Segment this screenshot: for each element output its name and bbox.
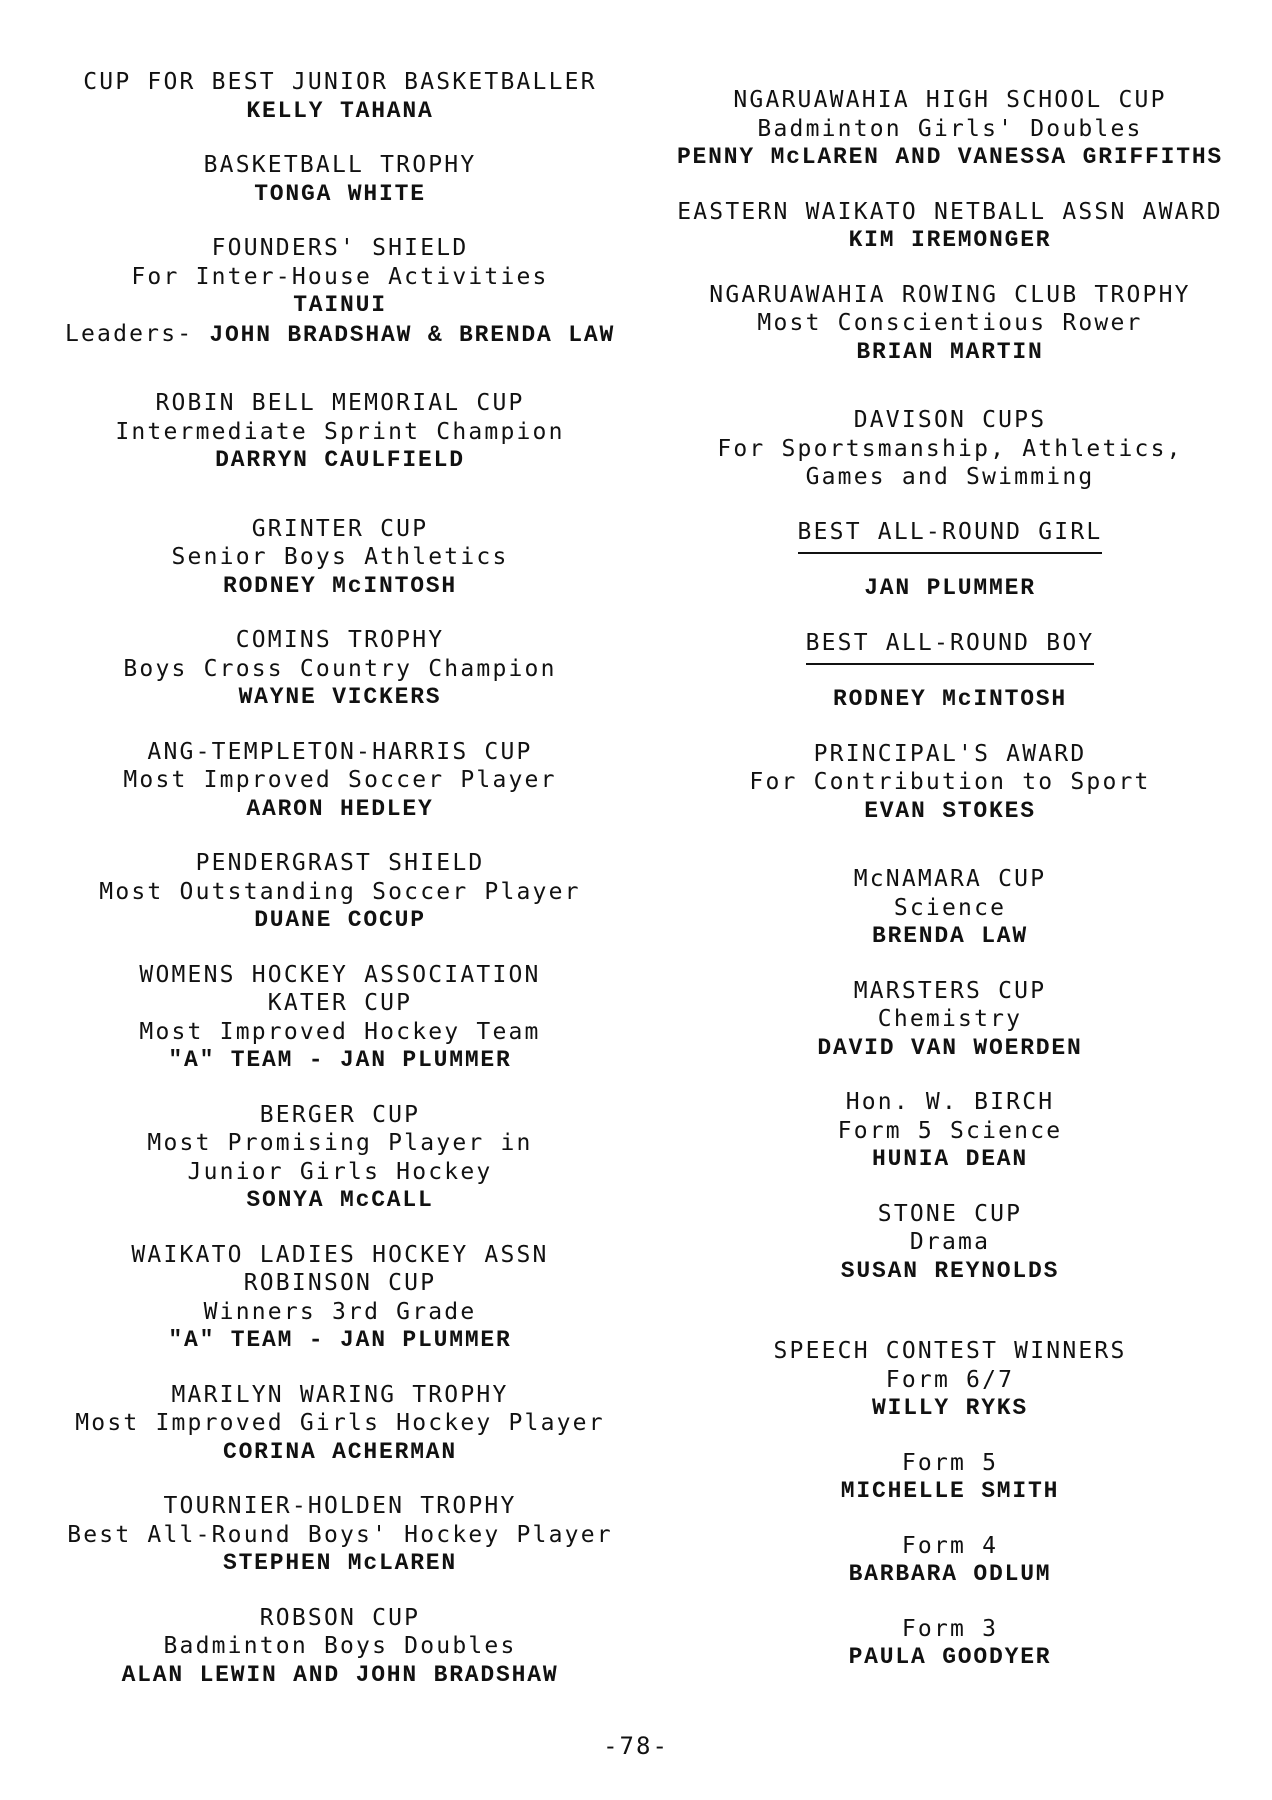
award-subtitle: Form 6/7 (885, 1366, 1015, 1393)
award-title: Hon. W. BIRCH (845, 1089, 1055, 1115)
award-subtitle: Badminton Boys Doubles (163, 1633, 517, 1659)
award-title: PENDERGRAST SHIELD (195, 850, 485, 876)
award-winner: DUANE COCUP (254, 907, 426, 933)
award-winner: SONYA McCALL (246, 1187, 434, 1213)
award-winner: WAYNE VICKERS (238, 684, 442, 710)
award-title: ROBSON CUP (259, 1604, 421, 1631)
award-subtitle: Most Improved Hockey Team (139, 1018, 541, 1045)
award-title: MARILYN WARING TROPHY (171, 1381, 509, 1408)
award-subtitle: Most Conscientious Rower (757, 310, 1143, 336)
award-block (650, 198, 1250, 255)
award-block (40, 234, 640, 349)
award-block (40, 68, 640, 125)
award-subtitle: Form 5 Science (837, 1117, 1063, 1144)
award-title: STONE CUP (877, 1200, 1023, 1227)
award-subtitle: Chemistry (877, 1006, 1023, 1032)
award-block (40, 738, 640, 824)
award-subtitle: KATER CUP (267, 990, 413, 1016)
award-winner: BRIAN MARTIN (856, 338, 1044, 365)
award-subtitle: Boys Cross Country Champion (123, 655, 557, 682)
award-title: NGARUAWAHIA HIGH SCHOOL CUP (733, 87, 1167, 113)
award-leaders (40, 320, 640, 350)
award-block (650, 1615, 1250, 1672)
award-subtitle: For Sportsmanship, Athletics, (717, 435, 1183, 462)
award-winner: PAULA GOODYER (848, 1644, 1052, 1670)
leaders-label: Leaders- (64, 320, 194, 347)
award-winner: WILLY RYKS (871, 1395, 1029, 1421)
award-winner: "A" TEAM - JAN PLUMMER (168, 1047, 512, 1073)
award-subtitle: Intermediate Sprint Champion (115, 418, 565, 445)
award-heading-line (650, 629, 1250, 666)
award-winner: BARBARA ODLUM (848, 1561, 1052, 1587)
best-all-round-girl-heading: BEST ALL-ROUND GIRL (798, 518, 1103, 555)
award-subtitle: Winners 3rd Grade (203, 1298, 477, 1325)
award-winner: "A" TEAM - JAN PLUMMER (168, 1327, 512, 1353)
award-title: GRINTER CUP (251, 515, 429, 542)
award-heading-line (650, 518, 1250, 555)
award-subtitle: Science (893, 894, 1007, 921)
award-title: MARSTERS CUP (853, 977, 1047, 1004)
award-title: NGARUAWAHIA ROWING CLUB TROPHY (709, 281, 1191, 308)
award-title: ROBIN BELL MEMORIAL CUP (155, 390, 525, 416)
award-block (650, 281, 1250, 367)
award-block (40, 961, 640, 1075)
award-winner: MICHELLE SMITH (840, 1478, 1060, 1504)
award-title: CUP FOR BEST JUNIOR BASKETBALLER (83, 69, 597, 95)
award-block (40, 849, 640, 935)
award-block (650, 1449, 1250, 1506)
award-block (40, 1101, 640, 1215)
award-block (40, 151, 640, 208)
award-winner: TAINUI (293, 292, 387, 318)
award-title: McNAMARA CUP (853, 866, 1047, 892)
award-block (650, 977, 1250, 1063)
award-title: DAVISON CUPS (853, 407, 1047, 433)
award-title: WOMENS HOCKEY ASSOCIATION (139, 961, 541, 988)
award-winner: RODNEY McINTOSH (222, 572, 458, 599)
award-title: ANG-TEMPLETON-HARRIS CUP (147, 738, 533, 765)
award-title: FOUNDERS' SHIELD (211, 235, 469, 261)
award-winner: DARRYN CAULFIELD (215, 447, 465, 473)
right-column (650, 86, 1250, 1672)
award-subtitle: Form 5 (901, 1449, 999, 1476)
award-title: TOURNIER-HOLDEN TROPHY (163, 1493, 517, 1519)
award-block (40, 389, 640, 475)
award-title: BASKETBALL TROPHY (203, 152, 477, 178)
award-block (650, 1532, 1250, 1589)
award-winner: ALAN LEWIN AND JOHN BRADSHAW (121, 1661, 559, 1688)
award-subtitle: Drama (909, 1229, 991, 1255)
award-title: BERGER CUP (259, 1101, 421, 1128)
left-column (40, 68, 640, 1689)
award-winner: RODNEY McINTOSH (832, 686, 1068, 712)
award-title: EASTERN WAIKATO NETBALL ASSN AWARD (677, 198, 1223, 225)
award-title: COMINS TROPHY (235, 627, 445, 653)
award-subtitle: Most Promising Player in (147, 1130, 533, 1156)
award-title: PRINCIPAL'S AWARD (813, 740, 1087, 767)
award-subtitle: ROBINSON CUP (243, 1270, 437, 1296)
award-winner: TONGA WHITE (254, 180, 426, 207)
award-winner: JAN PLUMMER (864, 575, 1036, 601)
award-block (650, 518, 1250, 603)
award-subtitle: For Contribution to Sport (749, 769, 1151, 795)
award-title: SPEECH CONTEST WINNERS (773, 1338, 1127, 1364)
award-winner: BRENDA LAW (871, 923, 1029, 949)
award-winner: KIM IREMONGER (848, 227, 1052, 253)
award-winner: DAVID VAN WOERDEN (817, 1034, 1083, 1061)
award-subtitle: Senior Boys Athletics (171, 544, 509, 570)
award-block (40, 1492, 640, 1578)
award-subtitle: Most Improved Soccer Player (123, 767, 557, 793)
award-block (650, 1088, 1250, 1174)
award-winner: STEPHEN McLAREN (222, 1550, 458, 1576)
award-block (650, 740, 1250, 826)
award-block (650, 629, 1250, 714)
award-subtitle: Form 3 (901, 1615, 999, 1642)
award-subtitle: Most Improved Girls Hockey Player (75, 1410, 605, 1436)
award-block (650, 406, 1250, 492)
award-block (40, 1381, 640, 1467)
page-number: -78- (603, 1732, 669, 1760)
award-winner: KELLY TAHANA (246, 97, 434, 124)
award-winner: PENNY McLAREN AND VANESSA GRIFFITHS (676, 144, 1224, 170)
award-block (650, 865, 1250, 951)
award-subtitle: Games and Swimming (805, 464, 1095, 490)
award-subtitle: Junior Girls Hockey (187, 1158, 493, 1185)
leaders-names: JOHN BRADSHAW & BRENDA LAW (209, 321, 616, 348)
award-subtitle: For Inter-House Activities (131, 263, 549, 290)
award-block (650, 86, 1250, 172)
award-winner: SUSAN REYNOLDS (840, 1257, 1060, 1284)
award-block (40, 515, 640, 601)
award-title: WAIKATO LADIES HOCKEY ASSN (131, 1241, 549, 1268)
award-winner: CORINA ACHERMAN (222, 1438, 458, 1465)
award-winner: HUNIA DEAN (871, 1146, 1029, 1172)
award-winner: EVAN STOKES (864, 797, 1036, 824)
award-winner: AARON HEDLEY (246, 795, 434, 822)
award-subtitle: Form 4 (901, 1532, 999, 1559)
award-subtitle: Badminton Girls' Doubles (757, 115, 1143, 142)
award-subtitle: Best All-Round Boys' Hockey Player (67, 1521, 613, 1548)
award-block (40, 1241, 640, 1355)
award-block (650, 1200, 1250, 1286)
award-subtitle: Most Outstanding Soccer Player (99, 878, 581, 905)
award-block (40, 1604, 640, 1690)
best-all-round-boy-heading: BEST ALL-ROUND BOY (806, 629, 1095, 666)
award-block (40, 626, 640, 712)
award-block (650, 1337, 1250, 1423)
